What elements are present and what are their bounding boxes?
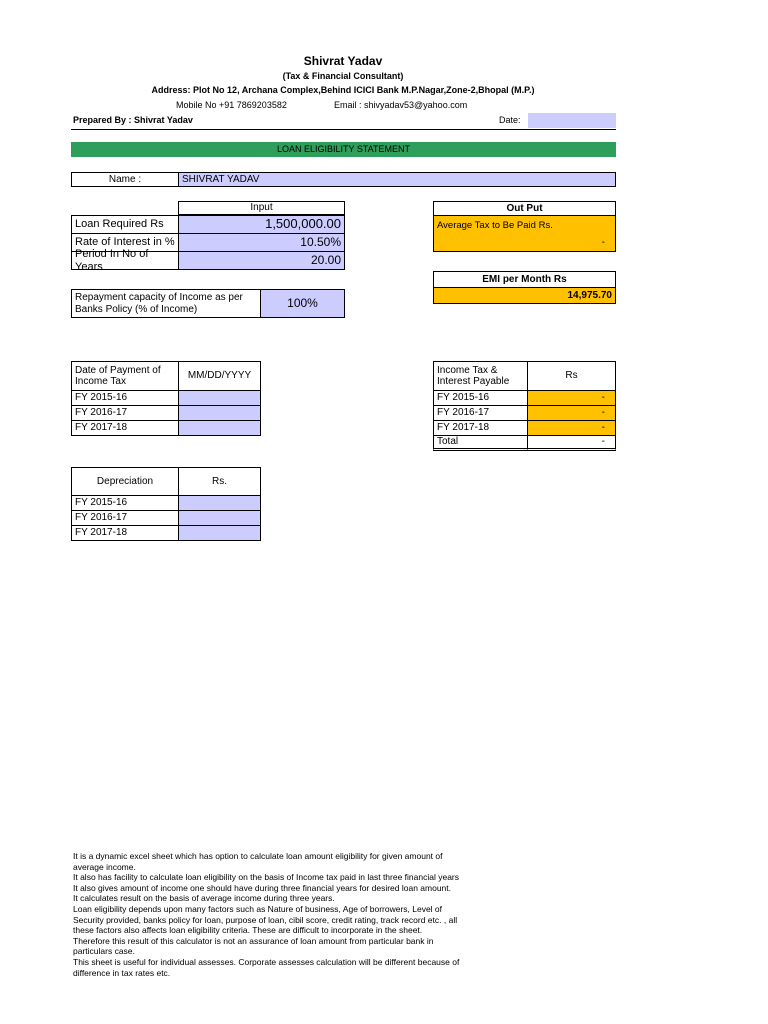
depreciation-input[interactable] [178, 495, 261, 511]
depreciation-header-label: Depreciation [71, 467, 179, 496]
address-line: Address: Plot No 12, Archana Complex,Behind ICICI Bank M.P.Nagar,Zone-2,Bhopal (M.P.) [151, 85, 535, 95]
note-line: Therefore this result of this calculator is not an assurance of loan amount from particular bank in [73, 935, 434, 946]
interest-rate-label: Rate of Interest in % [71, 233, 179, 252]
note-line: these factors also affects loan eligibility criteria. These are difficult to incorporate in the sheet. [73, 925, 423, 936]
note-line: Loan eligibility depends upon many factors such as Nature of business, Age of borrowers, Level of [73, 903, 443, 914]
income-tax-row-label: FY 2016-17 [433, 405, 528, 421]
average-tax-label: Average Tax to Be Paid Rs. [437, 220, 553, 231]
statement-title: LOAN ELIGIBILITY STATEMENT [276, 144, 411, 155]
repayment-capacity-input[interactable]: 100% [260, 289, 345, 318]
prepared-by: Prepared By : Shivrat Yadav [73, 115, 193, 125]
name-field[interactable]: SHIVRAT YADAV [178, 172, 616, 187]
income-tax-row-label: FY 2015-16 [433, 390, 528, 406]
income-tax-header-label: Income Tax & Interest Payable [433, 361, 528, 391]
income-tax-total-label: Total [433, 435, 528, 451]
emi-value: 14,975.70 [433, 287, 616, 304]
header-divider [71, 129, 616, 130]
depreciation-input[interactable] [178, 525, 261, 541]
input-header: Input [178, 201, 345, 215]
loan-required-input[interactable]: 1,500,000.00 [178, 215, 345, 234]
note-line: It also gives amount of income one should have during three financial years for desired loan amount. [73, 882, 452, 893]
consultant-subtitle: (Tax & Financial Consultant) [282, 71, 404, 81]
date-label: Date: [499, 115, 521, 125]
period-years-label: Period In No of Years [71, 251, 179, 270]
email-address: Email : shivyadav53@yahoo.com [334, 100, 468, 110]
payment-date-row-label: FY 2015-16 [71, 390, 179, 406]
income-tax-row-value: - [527, 405, 616, 421]
name-label: Name : [71, 172, 179, 187]
depreciation-row-label: FY 2016-17 [71, 510, 179, 526]
date-input[interactable] [528, 113, 616, 128]
payment-date-header-format: MM/DD/YYYY [178, 361, 261, 391]
notes-block [73, 851, 543, 978]
payment-date-row-label: FY 2017-18 [71, 420, 179, 436]
emi-header: EMI per Month Rs [433, 271, 616, 288]
income-tax-header-rs: Rs [527, 361, 616, 391]
note-line: particulars case. [73, 946, 135, 957]
average-tax-value: - [601, 237, 605, 248]
income-tax-total-value: - [527, 435, 616, 451]
income-tax-row-label: FY 2017-18 [433, 420, 528, 436]
loan-required-label: Loan Required Rs [71, 215, 179, 234]
note-line: It calculates result on the basis of average income during three years. [73, 893, 335, 904]
payment-date-input[interactable] [178, 405, 261, 421]
average-tax-cell [433, 215, 616, 252]
note-line: difference in tax rates etc. [73, 967, 171, 978]
note-line: Security provided, banks policy for loan, purpose of loan, cibil score, credit rating, track record etc. , all [73, 914, 458, 925]
income-tax-row-value: - [527, 390, 616, 406]
payment-date-input[interactable] [178, 390, 261, 406]
repayment-capacity-label: Repayment capacity of Income as per Banks Policy (% of Income) [71, 289, 261, 318]
output-header: Out Put [433, 201, 616, 216]
note-line: This sheet is useful for individual assesses. Corporate assesses calculation will be different because of [73, 956, 460, 967]
note-line: It also has facility to calculate loan eligibility on the basis of Income tax paid in last three financial years [73, 872, 460, 883]
income-tax-row-value: - [527, 420, 616, 436]
depreciation-row-label: FY 2015-16 [71, 495, 179, 511]
note-line: average income. [73, 861, 136, 872]
depreciation-row-label: FY 2017-18 [71, 525, 179, 541]
period-years-input[interactable]: 20.00 [178, 251, 345, 270]
note-line: It is a dynamic excel sheet which has option to calculate loan amount eligibility for given amount of [73, 851, 443, 861]
depreciation-input[interactable] [178, 510, 261, 526]
depreciation-header-rs: Rs. [178, 467, 261, 496]
interest-rate-input[interactable]: 10.50% [178, 233, 345, 252]
mobile-number: Mobile No +91 7869203582 [176, 100, 287, 110]
statement-banner [71, 142, 616, 157]
payment-date-input[interactable] [178, 420, 261, 436]
payment-date-row-label: FY 2016-17 [71, 405, 179, 421]
consultant-name: Shivrat Yadav [303, 54, 383, 68]
payment-date-header-label: Date of Payment of Income Tax [71, 361, 179, 391]
